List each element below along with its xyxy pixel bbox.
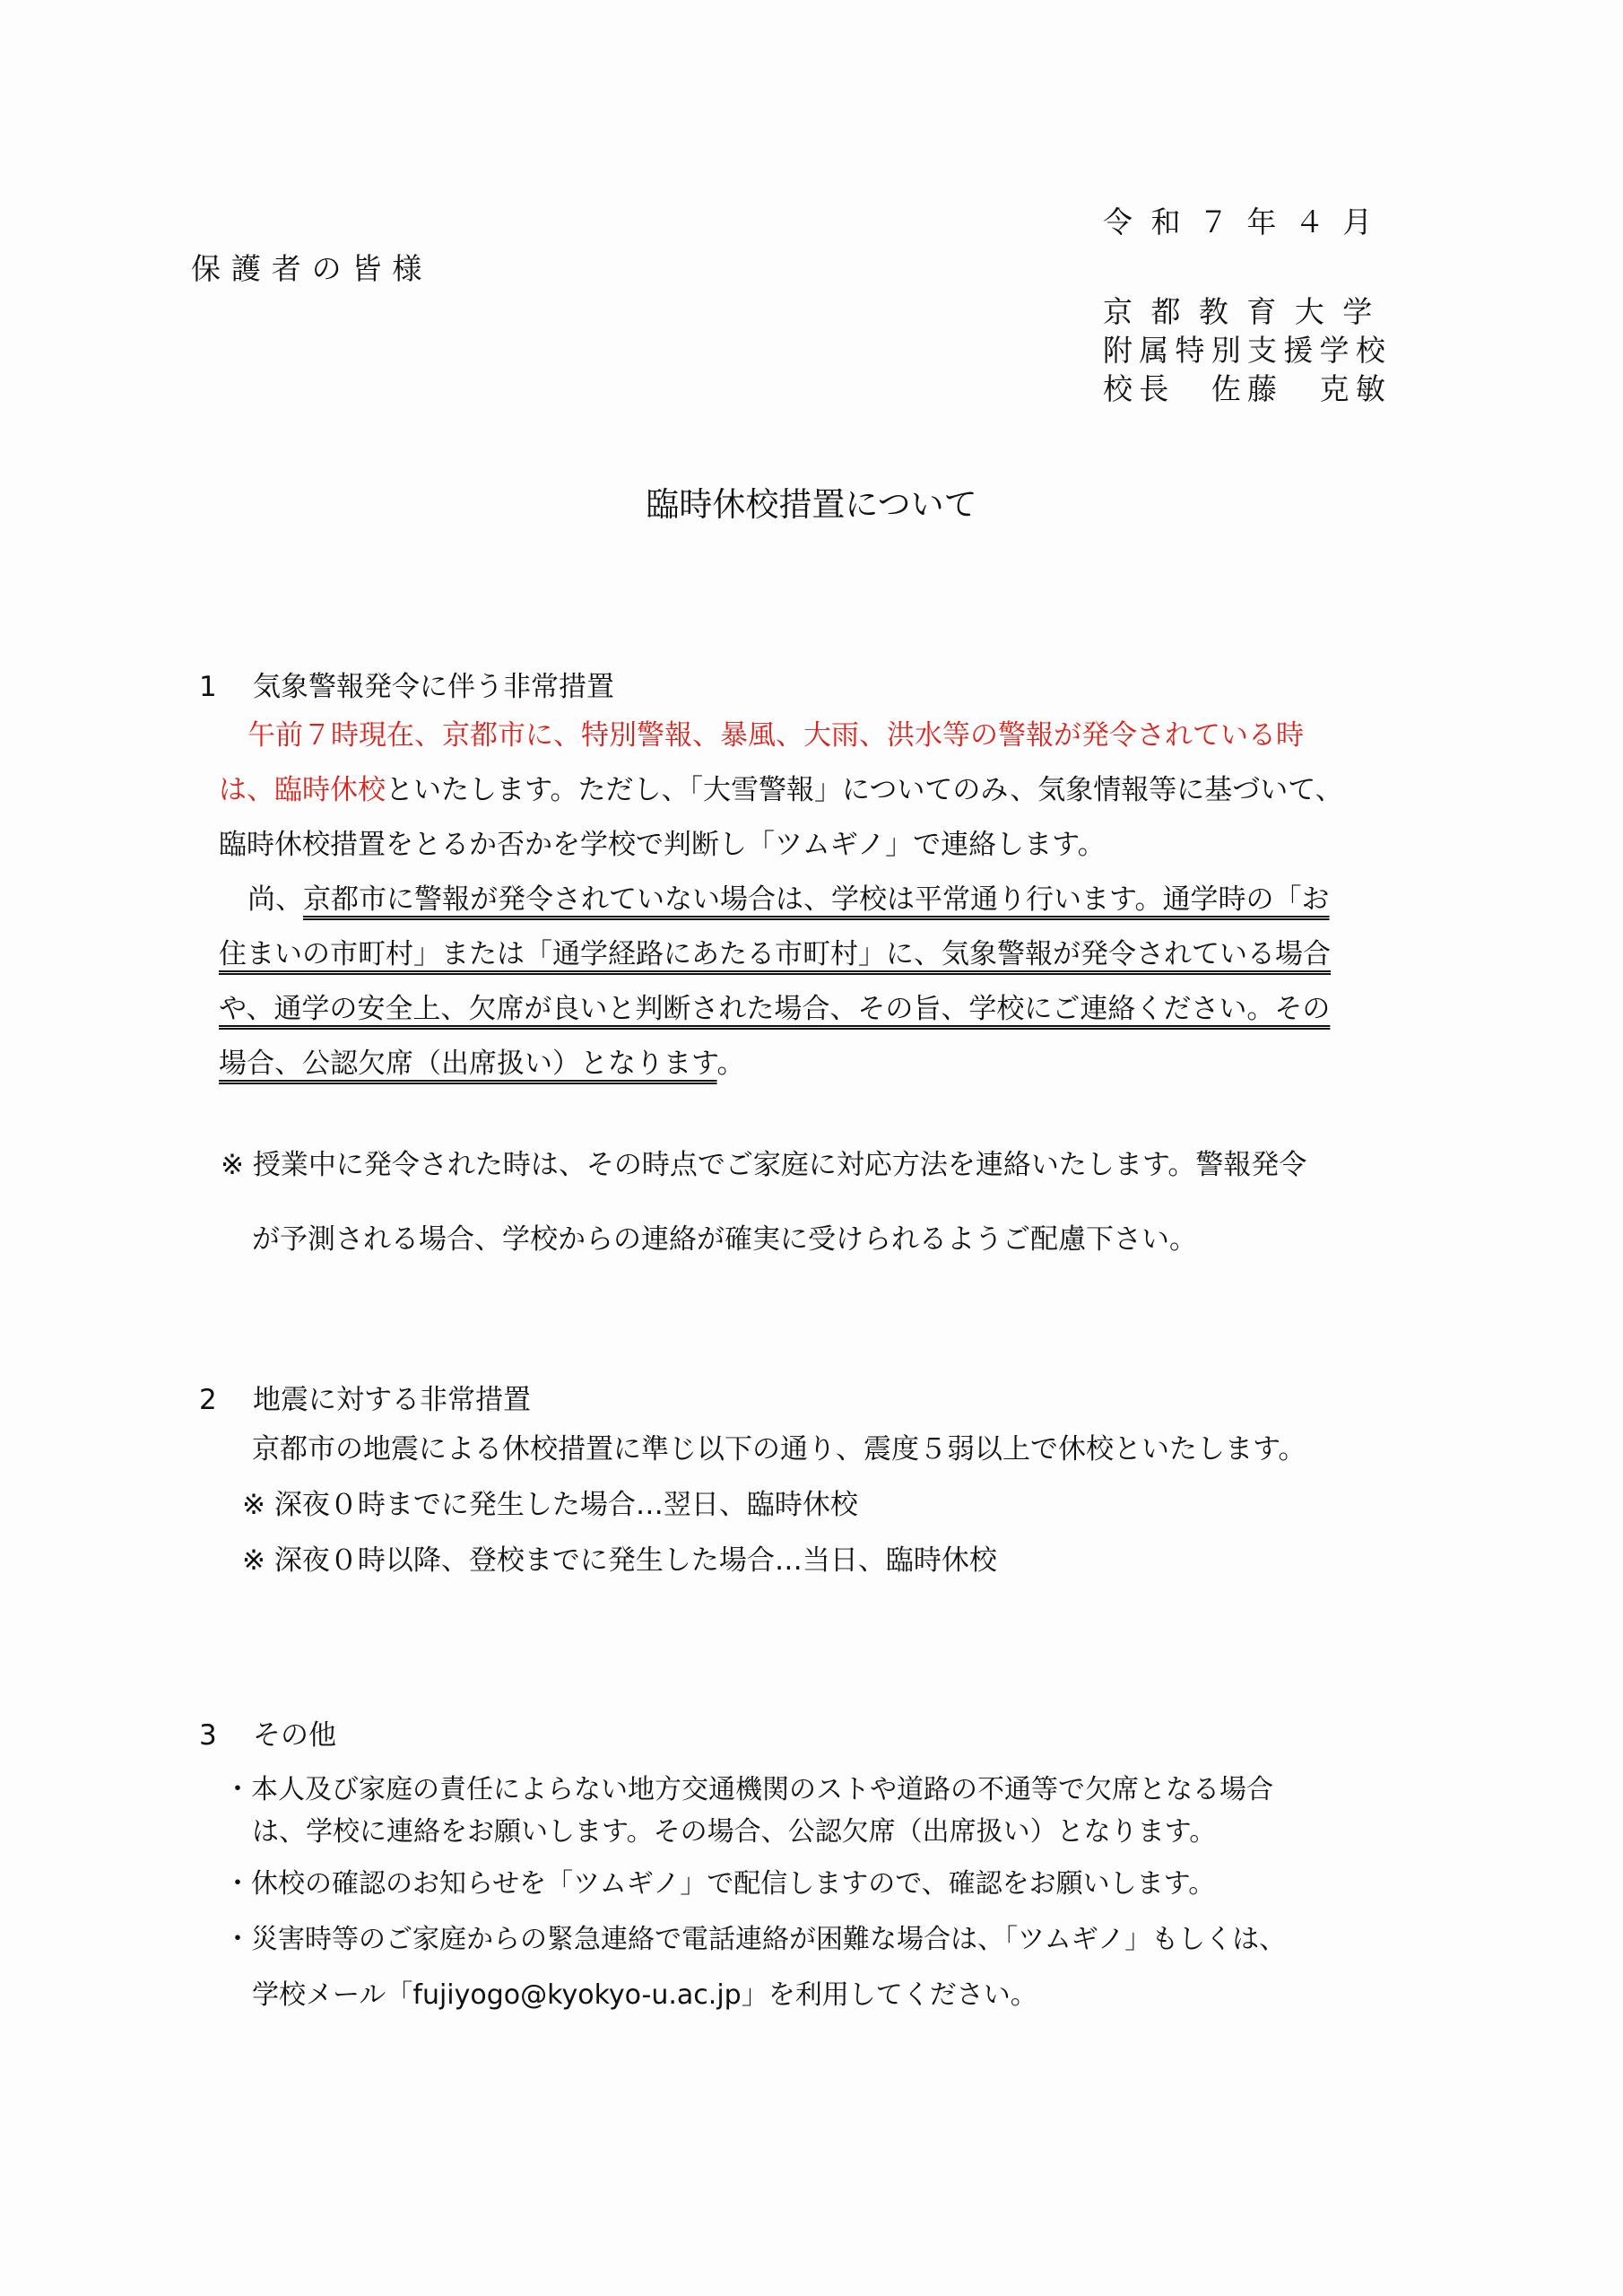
section1-p2-line1 xyxy=(247,873,1330,927)
section1-p2-line2 xyxy=(219,927,1331,982)
section1-p2-underlined-2: 住まいの市町村」または「通学経路にあたる市町村」に、気象警報が発令されている場合 xyxy=(219,938,1331,970)
section2-line1: 京都市の地震による休校措置に準じ以下の通り、震度５弱以上で休校といたします。 xyxy=(252,1433,1306,1465)
section1-p1-line3: 臨時休校措置をとるか否かを学校で判断し「ツムギノ」で連絡します。 xyxy=(219,829,1106,861)
section3-heading xyxy=(199,1712,336,1752)
section2-note2: ※ 深夜０時以降、登校までに発生した場合…当日、臨時休校 xyxy=(242,1544,997,1577)
section1-p2-underlined-3: や、通学の安全上、欠席が良いと判断された場合、その旨、学校にご連絡ください。その xyxy=(219,993,1331,1025)
section1-p2-line4 xyxy=(219,1037,745,1091)
section1-note-line2: が予測される場合、学校からの連絡が確実に受けられるようご配慮下さい。 xyxy=(252,1223,1197,1256)
section1-p1-line2-rest: といたします。ただし、「大雪警報」についてのみ、気象情報等に基づいて、 xyxy=(386,774,1343,806)
issue-date: 令和７年４月 xyxy=(1103,204,1391,239)
sender-principal: 校長 佐藤 克敏 xyxy=(1103,371,1393,406)
section2-number: 2 xyxy=(199,1384,217,1416)
recipient: 保護者の皆様 xyxy=(191,251,433,286)
section1-p1-red-emphasis: は、臨時休校 xyxy=(219,774,386,806)
section3-number: 3 xyxy=(199,1719,217,1752)
sender-university: 京都教育大学 xyxy=(1103,294,1391,329)
section2-note1: ※ 深夜０時までに発生した場合…翌日、臨時休校 xyxy=(242,1489,858,1521)
section1-p1-line1: 午前７時現在、京都市に、特別警報、暴風、大雨、洪水等の警報が発令されている時 xyxy=(247,719,1304,752)
section1-heading-text: 気象警報発令に伴う非常措置 xyxy=(253,671,614,703)
section1-p2-line3 xyxy=(219,982,1330,1037)
section1-p2-line4-end: 。 xyxy=(716,1048,745,1080)
section1-p2-underlined-1: 京都市に警報が発令されていない場合は、学校は平常通り行います。通学時の「お xyxy=(303,883,1330,916)
section3-heading-text: その他 xyxy=(253,1719,336,1752)
section2-heading-text: 地震に対する非常措置 xyxy=(253,1384,531,1416)
section1-heading xyxy=(199,664,614,704)
section1-p2-prefix: 尚、 xyxy=(247,883,303,916)
section3-bullet1-line2: は、学校に連絡をお願いします。その場合、公認欠席（出席扱い）となります。 xyxy=(252,1816,1217,1848)
section1-number: 1 xyxy=(199,671,217,703)
document-title: 臨時休校措置について xyxy=(646,485,977,524)
section2-heading xyxy=(199,1377,531,1417)
section1-p1-line2 xyxy=(219,763,1343,818)
section3-bullet3-line1: ・災害時等のご家庭からの緊急連絡で電話連絡が困難な場合は、「ツムギノ」もしくは、 xyxy=(224,1924,1287,1955)
sender-school: 附属特別支援学校 xyxy=(1103,333,1393,368)
section3-bullet1-line1: ・本人及び家庭の責任によらない地方交通機関のストや道路の不通等で欠席となる場合 xyxy=(224,1774,1273,1805)
section3-bullet3-line2: 学校メール「fujiyogo@kyokyo-u.ac.jp」を利用してください。 xyxy=(252,1979,1037,2011)
section1-note-line1: ※ 授業中に発令された時は、その時点でご家庭に対応方法を連絡いたします。警報発令 xyxy=(221,1149,1307,1181)
section1-p2-underlined-4: 場合、公認欠席（出席扱い）となります xyxy=(219,1048,717,1080)
section3-bullet2-line1: ・休校の確認のお知らせを「ツムギノ」で配信しますので、確認をお願いします。 xyxy=(224,1868,1216,1900)
